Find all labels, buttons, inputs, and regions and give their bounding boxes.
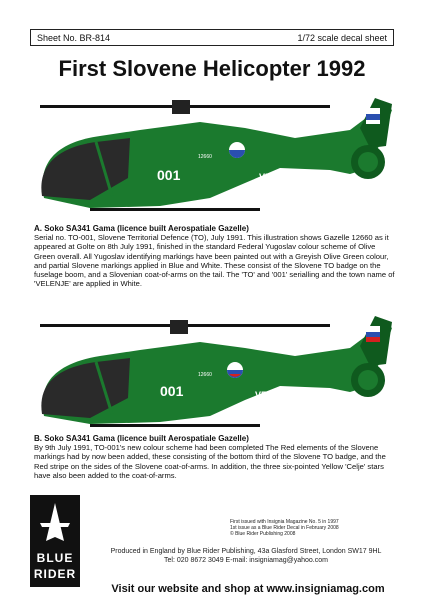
town-name-text: VELENJE [255,390,297,400]
page-title: First Slovene Helicopter 1992 [58,56,366,81]
skid [90,424,260,427]
description-a-heading: A. Soko SA341 Gama (licence built Aerospatiale Gazelle) [34,224,249,233]
credit-line-2: 1st issue as a Blue Rider Decal in February 2008 [230,525,339,531]
credit-line-3: © Blue Rider Publishing 2008 [230,531,296,537]
town-name-text: VELENJE [259,172,301,182]
website-link[interactable]: Visit our website and shop at www.insigniamag.com [111,583,385,595]
description-b-body: By 9th July 1991, TO-001's new colour scheme had been completed The Red elements of the Slovene markings had by now been added, these consisting of the bottom third of the Slovene TO badge, and the Red stripe on the sides of the Slovene coat-of-arms. In addition, the three six-pointed Yellow 'Celje' stars have also been added to the coat-of-arms. [34,443,386,480]
skid [90,208,260,211]
serial-small-text: 12660 [198,372,212,378]
nose-number-text: 001 [160,383,184,399]
description-a-body: Serial no. TO-001, Slovene Territorial Defence (TO), July 1991. This illustration shows Gazelle 12660 as it appeared at Golte on 8th July 1991, finished in the standard Federal Yugoslav colour scheme of Olive Green overall. All Yugoslav identifying markings have been painted out with a Greyish Olive Green colour, and partial Slovene markings applied in Blue and White. These consist of the Slovene TO badge on the fuselage boom, and a Slovenian coat-of-arms on the tail. The 'TO' and '001' serialling and the town name of 'VELENJE' are applied in White. [34,233,395,289]
fuselage-group [41,98,392,211]
credit-line-1: First issued with Insignia Magazine No. 5 in 1997 [230,519,339,525]
tail-coat-of-arms [366,326,380,342]
rotor-hub [170,320,188,334]
nose-number-text: 001 [157,167,181,183]
logo-word-rider: RIDER [33,567,77,581]
publisher-footer [90,547,402,565]
tail-coat-of-arms [366,108,380,124]
helicopter-b-illustration [30,312,400,430]
description-a [34,224,398,288]
tail-code-text: TO [218,109,238,125]
serial-small-text: 12660 [198,154,212,160]
description-b-heading: B. Soko SA341 Gama (licence built Aerospatiale Gazelle) [34,434,249,443]
logo-word-blue: BLUE [36,551,74,565]
blue-rider-logo [30,495,80,587]
scale-label: 1/72 scale decal sheet [297,32,387,43]
sheet-number: Sheet No. BR-814 [37,32,111,43]
footer-address: Produced in England by Blue Rider Publishing, 43a Glasford Street, London SW17 9HL [110,548,382,555]
silhouette-icon [30,497,80,547]
sheet-header [30,29,394,46]
helicopter-a-illustration [30,88,400,214]
rotor-hub [172,100,190,114]
footer-contact: Tel: 020 8672 3049 E-mail: insigniamag@yahoo.com [164,557,328,564]
description-b [34,434,398,480]
fuselage-group [41,316,392,427]
issue-credits [230,519,400,537]
